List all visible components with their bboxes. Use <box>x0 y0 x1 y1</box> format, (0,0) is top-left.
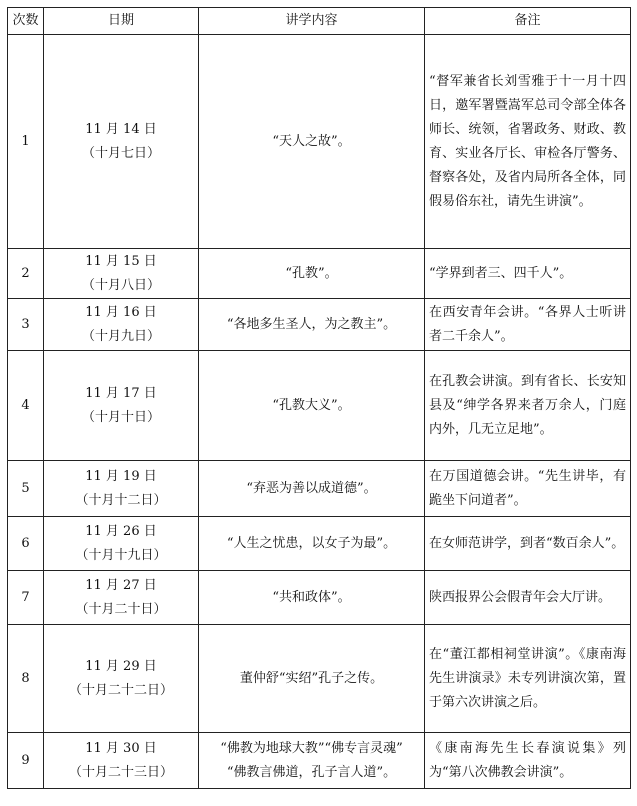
row-num: 2 <box>8 249 44 299</box>
row-content <box>199 517 425 571</box>
content-line: “弃恶为善以成道德”。 <box>246 480 377 496</box>
content-line: “共和政体”。 <box>272 589 351 605</box>
table-row <box>8 571 631 625</box>
date-lunar: （十月九日） <box>81 328 160 344</box>
header-content: 讲学内容 <box>199 8 425 35</box>
row-content <box>199 249 425 299</box>
row-notes: “学界到者三、四千人”。 <box>425 249 631 299</box>
date-gregorian: 11 月 26 日 <box>85 523 157 539</box>
header-date: 日期 <box>44 8 199 35</box>
date-lunar: （十月二十三日） <box>68 764 173 780</box>
row-notes: 在西安青年会讲。“各界人士听讲者二千余人”。 <box>425 299 631 351</box>
content-line: 董仲舒“实绍”孔子之传。 <box>239 670 384 686</box>
row-date <box>44 571 199 625</box>
row-num: 3 <box>8 299 44 351</box>
date-lunar: （十月十日） <box>81 409 160 425</box>
row-notes: 在孔教会讲演。到有省长、长安知县及“绅学各界来者万余人，门庭内外，几无立足地”。 <box>425 351 631 461</box>
row-notes: 在女师范讲学，到者“数百余人”。 <box>425 517 631 571</box>
table-header-row <box>8 8 631 35</box>
row-num: 7 <box>8 571 44 625</box>
row-date <box>44 625 199 733</box>
header-notes: 备注 <box>425 8 631 35</box>
row-content <box>199 571 425 625</box>
date-gregorian: 11 月 17 日 <box>85 385 157 401</box>
table-row <box>8 733 631 789</box>
content-line: “人生之忧患，以女子为最”。 <box>226 535 397 551</box>
row-num: 4 <box>8 351 44 461</box>
date-gregorian: 11 月 15 日 <box>85 253 157 269</box>
row-notes: “督军兼省长刘雪雅于十一月十四日，邀军署暨嵩军总司令部全体各师长、统领，省署政务、财政、教育、实业各厅长、审检各厅警务、督察各处，及省内局所各全体，同假易俗东社，请先生讲演”。 <box>425 35 631 249</box>
row-date <box>44 517 199 571</box>
table-row <box>8 351 631 461</box>
row-content <box>199 351 425 461</box>
row-content <box>199 733 425 789</box>
row-date <box>44 461 199 517</box>
content-line: “孔教大义”。 <box>272 397 351 413</box>
row-date <box>44 351 199 461</box>
lecture-schedule-table <box>7 7 631 789</box>
row-notes: 陕西报界公会假青年会大厅讲。 <box>425 571 631 625</box>
date-lunar: （十月七日） <box>81 145 160 161</box>
table-row <box>8 625 631 733</box>
date-gregorian: 11 月 27 日 <box>85 577 157 593</box>
row-date <box>44 35 199 249</box>
table-row <box>8 461 631 517</box>
content-line: “孔教”。 <box>285 265 338 281</box>
row-notes: 在万国道德会讲。“先生讲毕，有跪坐下问道者”。 <box>425 461 631 517</box>
row-notes: 在“董江都相祠堂讲演”。《康南海先生讲演录》未专列讲演次第，置于第六次讲演之后。 <box>425 625 631 733</box>
row-num: 1 <box>8 35 44 249</box>
date-gregorian: 11 月 30 日 <box>85 740 157 756</box>
content-line: “佛教为地球大教”“佛专言灵魂” <box>220 740 403 756</box>
date-gregorian: 11 月 14 日 <box>85 121 157 137</box>
row-date <box>44 249 199 299</box>
date-lunar: （十月二十日） <box>75 601 167 617</box>
date-lunar: （十月十二日） <box>75 492 167 508</box>
row-content <box>199 299 425 351</box>
content-line: “各地多生圣人，为之教主”。 <box>226 316 397 332</box>
content-line-2: “佛教言佛道，孔子言人道”。 <box>226 764 397 780</box>
row-date <box>44 299 199 351</box>
row-num: 9 <box>8 733 44 789</box>
row-num: 5 <box>8 461 44 517</box>
row-content <box>199 625 425 733</box>
row-date <box>44 733 199 789</box>
date-gregorian: 11 月 16 日 <box>85 304 157 320</box>
content-line: “天人之故”。 <box>272 133 351 149</box>
row-num: 6 <box>8 517 44 571</box>
row-content <box>199 35 425 249</box>
row-content <box>199 461 425 517</box>
row-notes: 《康南海先生长春演说集》列为“第八次佛教会讲演”。 <box>425 733 631 789</box>
row-num: 8 <box>8 625 44 733</box>
date-gregorian: 11 月 19 日 <box>85 468 157 484</box>
table-row <box>8 517 631 571</box>
date-lunar: （十月十九日） <box>75 547 167 563</box>
header-num: 次数 <box>8 8 44 35</box>
table-row <box>8 249 631 299</box>
table-row <box>8 299 631 351</box>
date-lunar: （十月二十二日） <box>68 682 173 698</box>
table-row <box>8 35 631 249</box>
date-gregorian: 11 月 29 日 <box>85 658 157 674</box>
date-lunar: （十月八日） <box>81 277 160 293</box>
